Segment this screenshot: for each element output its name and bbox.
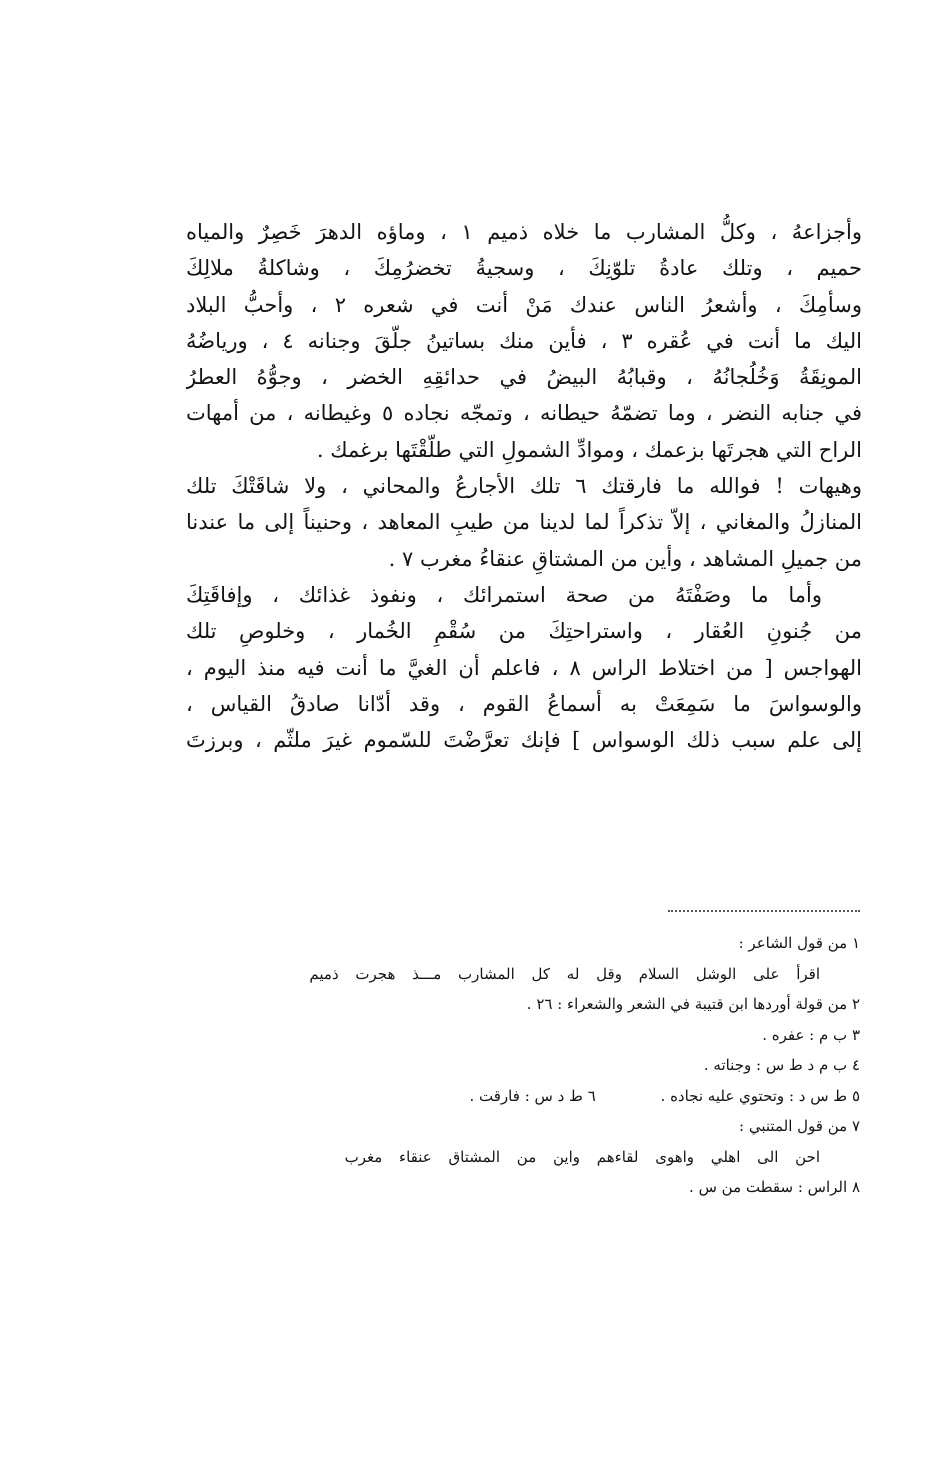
footnotes-block (240, 928, 860, 1203)
text-line: والوسواسَ ما سَمِعَتْ به أسماعُ القوم ، وقد أدّانا صادقُ القياس ، (186, 691, 862, 716)
text-line: الراح التي هجرتَها بزعمك ، وموادِّ الشمولِ التي طلّقْتَها برغمك . (316, 437, 862, 462)
footnote-1: ١ من قول الشاعر : (738, 934, 860, 952)
footnote-4: ٤ ب م د ط س : وجناته . (703, 1056, 860, 1074)
text-line: من جُنونِ العُقار ، واستراحتِكَ من سُقْمِ الخُمار ، وخلوصِ تلك (186, 619, 862, 644)
text-line: اليك ما أنت في عُقره ٣ ، فأين منك بساتينُ جلّقَ وجنانه ٤ ، ورياضُهُ (186, 328, 862, 353)
footnote-6: ٦ ط د س : فارقت . (469, 1086, 596, 1105)
footnote-7: ٧ من قول المتنبي : (739, 1117, 860, 1135)
footnote-divider (668, 910, 860, 912)
text-line: المونِقَةُ وَخُلُجانُهُ ، وقبابُهُ البيضُ في حدائقِهِ الخضر ، وجوُّهُ العطرُ (186, 365, 862, 390)
text-line: وسأمِكَ ، وأشعرُ الناس عندك مَنْ أنت في شعره ٢ ، وأحبُّ البلاد (186, 292, 862, 317)
text-line: في جنابه النضر ، وما تضمّهُ حيطانه ، وتمجّه نجاده ٥ وغيطانه ، من أمهات (186, 401, 862, 426)
footnote-5-6 (240, 1081, 860, 1112)
footnote-2: ٢ من قولة أوردها ابن قتيبة في الشعر والشعراء : ٢٦ . (526, 995, 860, 1013)
text-line: وأجزاعهُ ، وكلُّ المشارب ما خلاه ذميم ١ ، وماؤه الدهرَ خَصِرٌ والمياه (186, 220, 862, 244)
text-line: الهواجس [ من اختلاط الراس ٨ ، فاعلم أن الغيَّ ما أنت فيه منذ اليوم ، (186, 655, 862, 680)
text-line: من جميلِ المشاهد ، وأين من المشتاقِ عنقاءُ مغرب ٧ . (388, 546, 862, 571)
text-line: إلى علم سبب ذلك الوسواس ] فإنك تعرَّضْتَ للسّموم غيرَ ملثّم ، وبرزتَ (186, 728, 862, 753)
footnote-1-verse: اقرأ على الوشل السلام وقل له كل المشارب مـــذ هجرت ذميم (309, 964, 820, 983)
text-line: وهيهات ! فوالله ما فارقتك ٦ تلك الأجارعُ والمحاني ، ولا شاقَتْكَ تلك (186, 474, 862, 499)
main-text-block (186, 214, 862, 758)
text-line: حميم ، وتلك عادةُ تلوّنِكَ ، وسجيةُ تخضرُمِكَ ، وشاكلةُ ملالِكَ (186, 256, 862, 281)
footnote-8: ٨ الراس : سقطت من س . (689, 1178, 860, 1196)
text-line: وأما ما وصَفْتَهُ من صحة استمرائك ، ونفوذ غذائك ، وإفاقَتِكَ (186, 582, 822, 607)
footnote-5: ٥ ط س د : وتحتوي عليه نجاده . (660, 1086, 860, 1105)
footnote-7-verse: احن الى اهلي واهوى لقاءهم واين من المشتاق عنقاء مغرب (344, 1147, 820, 1166)
footnote-3: ٣ ب م : عفره . (762, 1025, 860, 1044)
text-line: المنازلُ والمغاني ، إلاّ تذكراً لما لدينا من طيبِ المعاهد ، وحنيناً إلى ما عندنا (186, 510, 862, 535)
